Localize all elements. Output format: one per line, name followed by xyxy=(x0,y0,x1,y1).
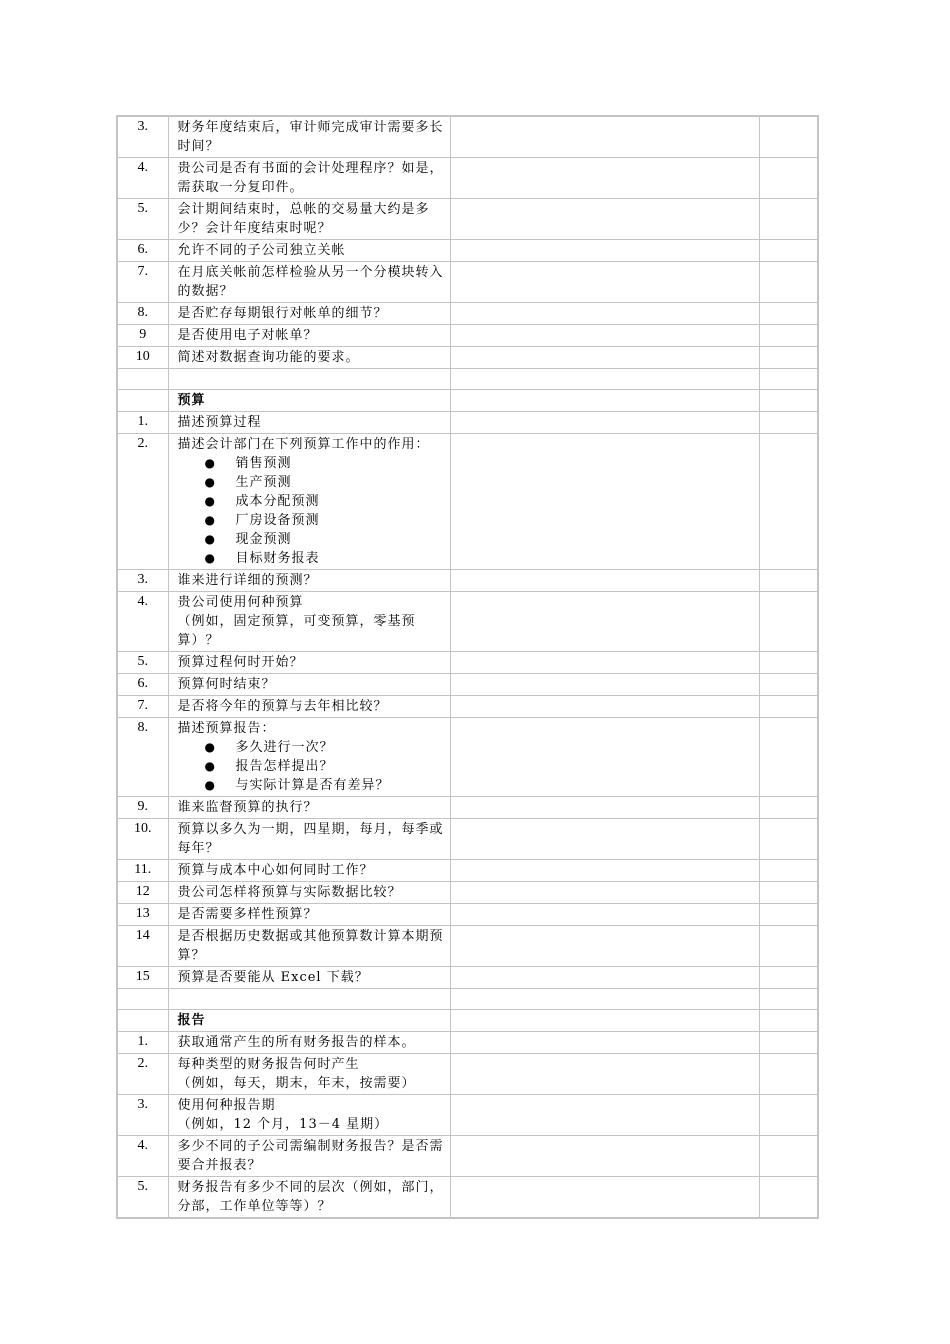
remark-cell xyxy=(759,570,818,592)
question-row xyxy=(117,904,818,926)
item-number: 8. xyxy=(117,718,168,797)
bullet-icon: ● xyxy=(204,456,216,470)
question-cell xyxy=(168,240,450,262)
bullet-icon: ● xyxy=(204,494,216,508)
remark-cell xyxy=(759,904,818,926)
item-number: 6. xyxy=(117,240,168,262)
remark-cell xyxy=(759,369,818,390)
question-text: 是否贮存每期银行对帐单的细节？ xyxy=(177,306,388,321)
bullet-item xyxy=(178,492,444,511)
remark-cell xyxy=(759,989,818,1010)
item-number: 1. xyxy=(117,412,168,434)
remark-cell xyxy=(759,303,818,325)
question-cell xyxy=(168,926,450,967)
question-text: 是否根据历史数据或其他预算数计算本期预算？ xyxy=(177,929,444,963)
answer-cell xyxy=(450,1095,759,1136)
question-text: 每种类型的财务报告何时产生 xyxy=(177,1057,360,1072)
question-cell xyxy=(168,1010,450,1032)
question-cell xyxy=(168,325,450,347)
bullet-list xyxy=(178,738,444,795)
question-example: （例如，固定预算，可变预算，零基预算）？ xyxy=(177,614,416,648)
question-text: 预算以多久为一期，四星期，每月，每季或每年？ xyxy=(177,822,444,856)
item-number: 8. xyxy=(117,303,168,325)
bullet-icon: ● xyxy=(204,778,216,792)
item-number: 9 xyxy=(117,325,168,347)
answer-cell xyxy=(450,570,759,592)
item-number xyxy=(117,369,168,390)
answer-cell xyxy=(450,434,759,570)
remark-cell xyxy=(759,158,818,199)
question-row xyxy=(117,967,818,989)
answer-cell xyxy=(450,199,759,240)
bullet-list xyxy=(178,454,444,568)
question-row xyxy=(117,1095,818,1136)
remark-cell xyxy=(759,116,818,158)
answer-cell xyxy=(450,390,759,412)
remark-cell xyxy=(759,1032,818,1054)
item-number: 10. xyxy=(117,819,168,860)
question-text: 允许不同的子公司独立关帐 xyxy=(177,243,346,258)
question-cell xyxy=(168,860,450,882)
answer-cell xyxy=(450,1136,759,1177)
question-row xyxy=(117,674,818,696)
answer-cell xyxy=(450,860,759,882)
item-number: 2. xyxy=(117,434,168,570)
remark-cell xyxy=(759,718,818,797)
remark-cell xyxy=(759,592,818,652)
answer-cell xyxy=(450,819,759,860)
section-heading: 预算 xyxy=(177,393,206,408)
question-row xyxy=(117,718,818,797)
bullet-item xyxy=(178,530,444,549)
question-cell xyxy=(168,718,450,797)
remark-cell xyxy=(759,1095,818,1136)
item-number: 12 xyxy=(117,882,168,904)
item-number: 9. xyxy=(117,797,168,819)
question-row xyxy=(117,199,818,240)
question-cell xyxy=(168,674,450,696)
blank-row xyxy=(117,369,818,390)
question-text: 是否使用电子对帐单？ xyxy=(177,328,318,343)
question-cell xyxy=(168,1136,450,1177)
bullet-text: 销售预测 xyxy=(235,456,292,471)
item-number: 6. xyxy=(117,674,168,696)
remark-cell xyxy=(759,240,818,262)
question-text: 贵公司是否有书面的会计处理程序？如是，需获取一分复印件。 xyxy=(177,161,444,195)
answer-cell xyxy=(450,904,759,926)
item-number: 14 xyxy=(117,926,168,967)
question-text: 财务年度结束后，审计师完成审计需要多长时间？ xyxy=(177,120,444,154)
bullet-icon: ● xyxy=(204,475,216,489)
question-text: 是否将今年的预算与去年相比较？ xyxy=(177,699,388,714)
question-cell xyxy=(168,652,450,674)
answer-cell xyxy=(450,412,759,434)
question-text: 描述预算过程 xyxy=(177,415,262,430)
bullet-text: 成本分配预测 xyxy=(235,494,320,509)
answer-cell xyxy=(450,882,759,904)
question-row xyxy=(117,570,818,592)
question-cell xyxy=(168,592,450,652)
answer-cell xyxy=(450,926,759,967)
item-number: 5. xyxy=(117,1177,168,1219)
bullet-item xyxy=(178,454,444,473)
answer-cell xyxy=(450,116,759,158)
remark-cell xyxy=(759,819,818,860)
remark-cell xyxy=(759,199,818,240)
answer-cell xyxy=(450,325,759,347)
question-text: 描述预算报告： xyxy=(177,721,276,736)
item-number: 13 xyxy=(117,904,168,926)
remark-cell xyxy=(759,696,818,718)
question-row xyxy=(117,325,818,347)
remark-cell xyxy=(759,1010,818,1032)
remark-cell xyxy=(759,926,818,967)
remark-cell xyxy=(759,325,818,347)
answer-cell xyxy=(450,1010,759,1032)
question-row xyxy=(117,1032,818,1054)
answer-cell xyxy=(450,158,759,199)
item-number: 5. xyxy=(117,199,168,240)
item-number xyxy=(117,1010,168,1032)
question-row xyxy=(117,860,818,882)
item-number: 11. xyxy=(117,860,168,882)
question-row xyxy=(117,412,818,434)
question-row xyxy=(117,303,818,325)
item-number: 4. xyxy=(117,158,168,199)
item-number: 3. xyxy=(117,116,168,158)
bullet-text: 现金预测 xyxy=(235,532,292,547)
question-cell xyxy=(168,390,450,412)
blank-row xyxy=(117,989,818,1010)
answer-cell xyxy=(450,262,759,303)
questionnaire-body xyxy=(117,116,818,1218)
answer-cell xyxy=(450,989,759,1010)
answer-cell xyxy=(450,967,759,989)
question-cell xyxy=(168,158,450,199)
remark-cell xyxy=(759,347,818,369)
question-cell xyxy=(168,262,450,303)
answer-cell xyxy=(450,674,759,696)
answer-cell xyxy=(450,718,759,797)
question-text: 是否需要多样性预算？ xyxy=(177,907,318,922)
answer-cell xyxy=(450,240,759,262)
question-row xyxy=(117,240,818,262)
answer-cell xyxy=(450,1177,759,1219)
section-row xyxy=(117,390,818,412)
section-row xyxy=(117,1010,818,1032)
remark-cell xyxy=(759,674,818,696)
item-number xyxy=(117,989,168,1010)
bullet-text: 多久进行一次？ xyxy=(235,740,334,755)
questionnaire-table xyxy=(116,115,819,1219)
bullet-text: 厂房设备预测 xyxy=(235,513,320,528)
item-number: 1. xyxy=(117,1032,168,1054)
item-number: 7. xyxy=(117,696,168,718)
question-text: 获取通常产生的所有财务报告的样本。 xyxy=(177,1035,416,1050)
bullet-item xyxy=(178,549,444,568)
question-cell xyxy=(168,819,450,860)
question-example: （例如，每天，期末，年末，按需要） xyxy=(177,1076,416,1091)
question-row xyxy=(117,116,818,158)
bullet-item xyxy=(178,738,444,757)
question-cell xyxy=(168,369,450,390)
question-row xyxy=(117,1054,818,1095)
item-number: 4. xyxy=(117,592,168,652)
remark-cell xyxy=(759,390,818,412)
answer-cell xyxy=(450,369,759,390)
question-cell xyxy=(168,412,450,434)
bullet-icon: ● xyxy=(204,740,216,754)
question-cell xyxy=(168,904,450,926)
remark-cell xyxy=(759,262,818,303)
question-cell xyxy=(168,1095,450,1136)
item-number: 15 xyxy=(117,967,168,989)
question-text: 在月底关帐前怎样检验从另一个分模块转入的数据？ xyxy=(177,265,444,299)
bullet-item xyxy=(178,757,444,776)
question-row xyxy=(117,819,818,860)
answer-cell xyxy=(450,696,759,718)
remark-cell xyxy=(759,1136,818,1177)
bullet-text: 生产预测 xyxy=(235,475,292,490)
bullet-text: 报告怎样提出？ xyxy=(235,759,334,774)
item-number: 4. xyxy=(117,1136,168,1177)
answer-cell xyxy=(450,303,759,325)
bullet-text: 目标财务报表 xyxy=(235,551,320,566)
question-cell xyxy=(168,797,450,819)
question-cell xyxy=(168,1177,450,1219)
question-text: 简述对数据查询功能的要求。 xyxy=(177,350,360,365)
bullet-icon: ● xyxy=(204,551,216,565)
bullet-item xyxy=(178,511,444,530)
answer-cell xyxy=(450,1054,759,1095)
answer-cell xyxy=(450,1032,759,1054)
question-row xyxy=(117,926,818,967)
question-row xyxy=(117,882,818,904)
question-row xyxy=(117,262,818,303)
question-cell xyxy=(168,1054,450,1095)
question-text: 多少不同的子公司需编制财务报告？是否需要合并报表？ xyxy=(177,1139,444,1173)
answer-cell xyxy=(450,652,759,674)
remark-cell xyxy=(759,797,818,819)
item-number: 10 xyxy=(117,347,168,369)
answer-cell xyxy=(450,347,759,369)
item-number: 3. xyxy=(117,570,168,592)
remark-cell xyxy=(759,1054,818,1095)
bullet-item xyxy=(178,776,444,795)
question-text: 谁来监督预算的执行？ xyxy=(177,800,318,815)
remark-cell xyxy=(759,434,818,570)
question-row xyxy=(117,592,818,652)
question-cell xyxy=(168,989,450,1010)
question-text: 预算与成本中心如何同时工作？ xyxy=(177,863,374,878)
question-example: （例如，12 个月，13－4 星期） xyxy=(177,1117,389,1132)
answer-cell xyxy=(450,592,759,652)
question-text: 贵公司怎样将预算与实际数据比较？ xyxy=(177,885,402,900)
item-number: 3. xyxy=(117,1095,168,1136)
question-text: 预算是否要能从 Excel 下载？ xyxy=(177,970,369,985)
question-row xyxy=(117,797,818,819)
question-cell xyxy=(168,1032,450,1054)
answer-cell xyxy=(450,797,759,819)
question-text: 财务报告有多少不同的层次（例如，部门，分部，工作单位等等）？ xyxy=(177,1180,444,1214)
bullet-text: 与实际计算是否有差异？ xyxy=(235,778,390,793)
bullet-icon: ● xyxy=(204,513,216,527)
question-text: 预算何时结束？ xyxy=(177,677,276,692)
item-number xyxy=(117,390,168,412)
item-number: 5. xyxy=(117,652,168,674)
remark-cell xyxy=(759,882,818,904)
question-cell xyxy=(168,434,450,570)
question-text: 使用何种报告期 xyxy=(177,1098,276,1113)
remark-cell xyxy=(759,412,818,434)
question-cell xyxy=(168,303,450,325)
question-cell xyxy=(168,347,450,369)
remark-cell xyxy=(759,652,818,674)
question-cell xyxy=(168,116,450,158)
question-text: 贵公司使用何种预算 xyxy=(177,595,304,610)
remark-cell xyxy=(759,860,818,882)
question-row xyxy=(117,434,818,570)
question-cell xyxy=(168,199,450,240)
section-heading: 报告 xyxy=(177,1013,206,1028)
question-row xyxy=(117,1177,818,1219)
question-text: 谁来进行详细的预测？ xyxy=(177,573,318,588)
bullet-item xyxy=(178,473,444,492)
question-text: 描述会计部门在下列预算工作中的作用： xyxy=(177,437,430,452)
question-text: 会计期间结束时，总帐的交易量大约是多少？会计年度结束时呢？ xyxy=(177,202,430,236)
question-cell xyxy=(168,967,450,989)
bullet-icon: ● xyxy=(204,532,216,546)
item-number: 2. xyxy=(117,1054,168,1095)
question-row xyxy=(117,1136,818,1177)
question-cell xyxy=(168,882,450,904)
question-cell xyxy=(168,696,450,718)
question-row xyxy=(117,158,818,199)
bullet-icon: ● xyxy=(204,759,216,773)
question-row xyxy=(117,652,818,674)
question-row xyxy=(117,347,818,369)
remark-cell xyxy=(759,967,818,989)
remark-cell xyxy=(759,1177,818,1219)
question-row xyxy=(117,696,818,718)
question-cell xyxy=(168,570,450,592)
item-number: 7. xyxy=(117,262,168,303)
question-text: 预算过程何时开始？ xyxy=(177,655,304,670)
